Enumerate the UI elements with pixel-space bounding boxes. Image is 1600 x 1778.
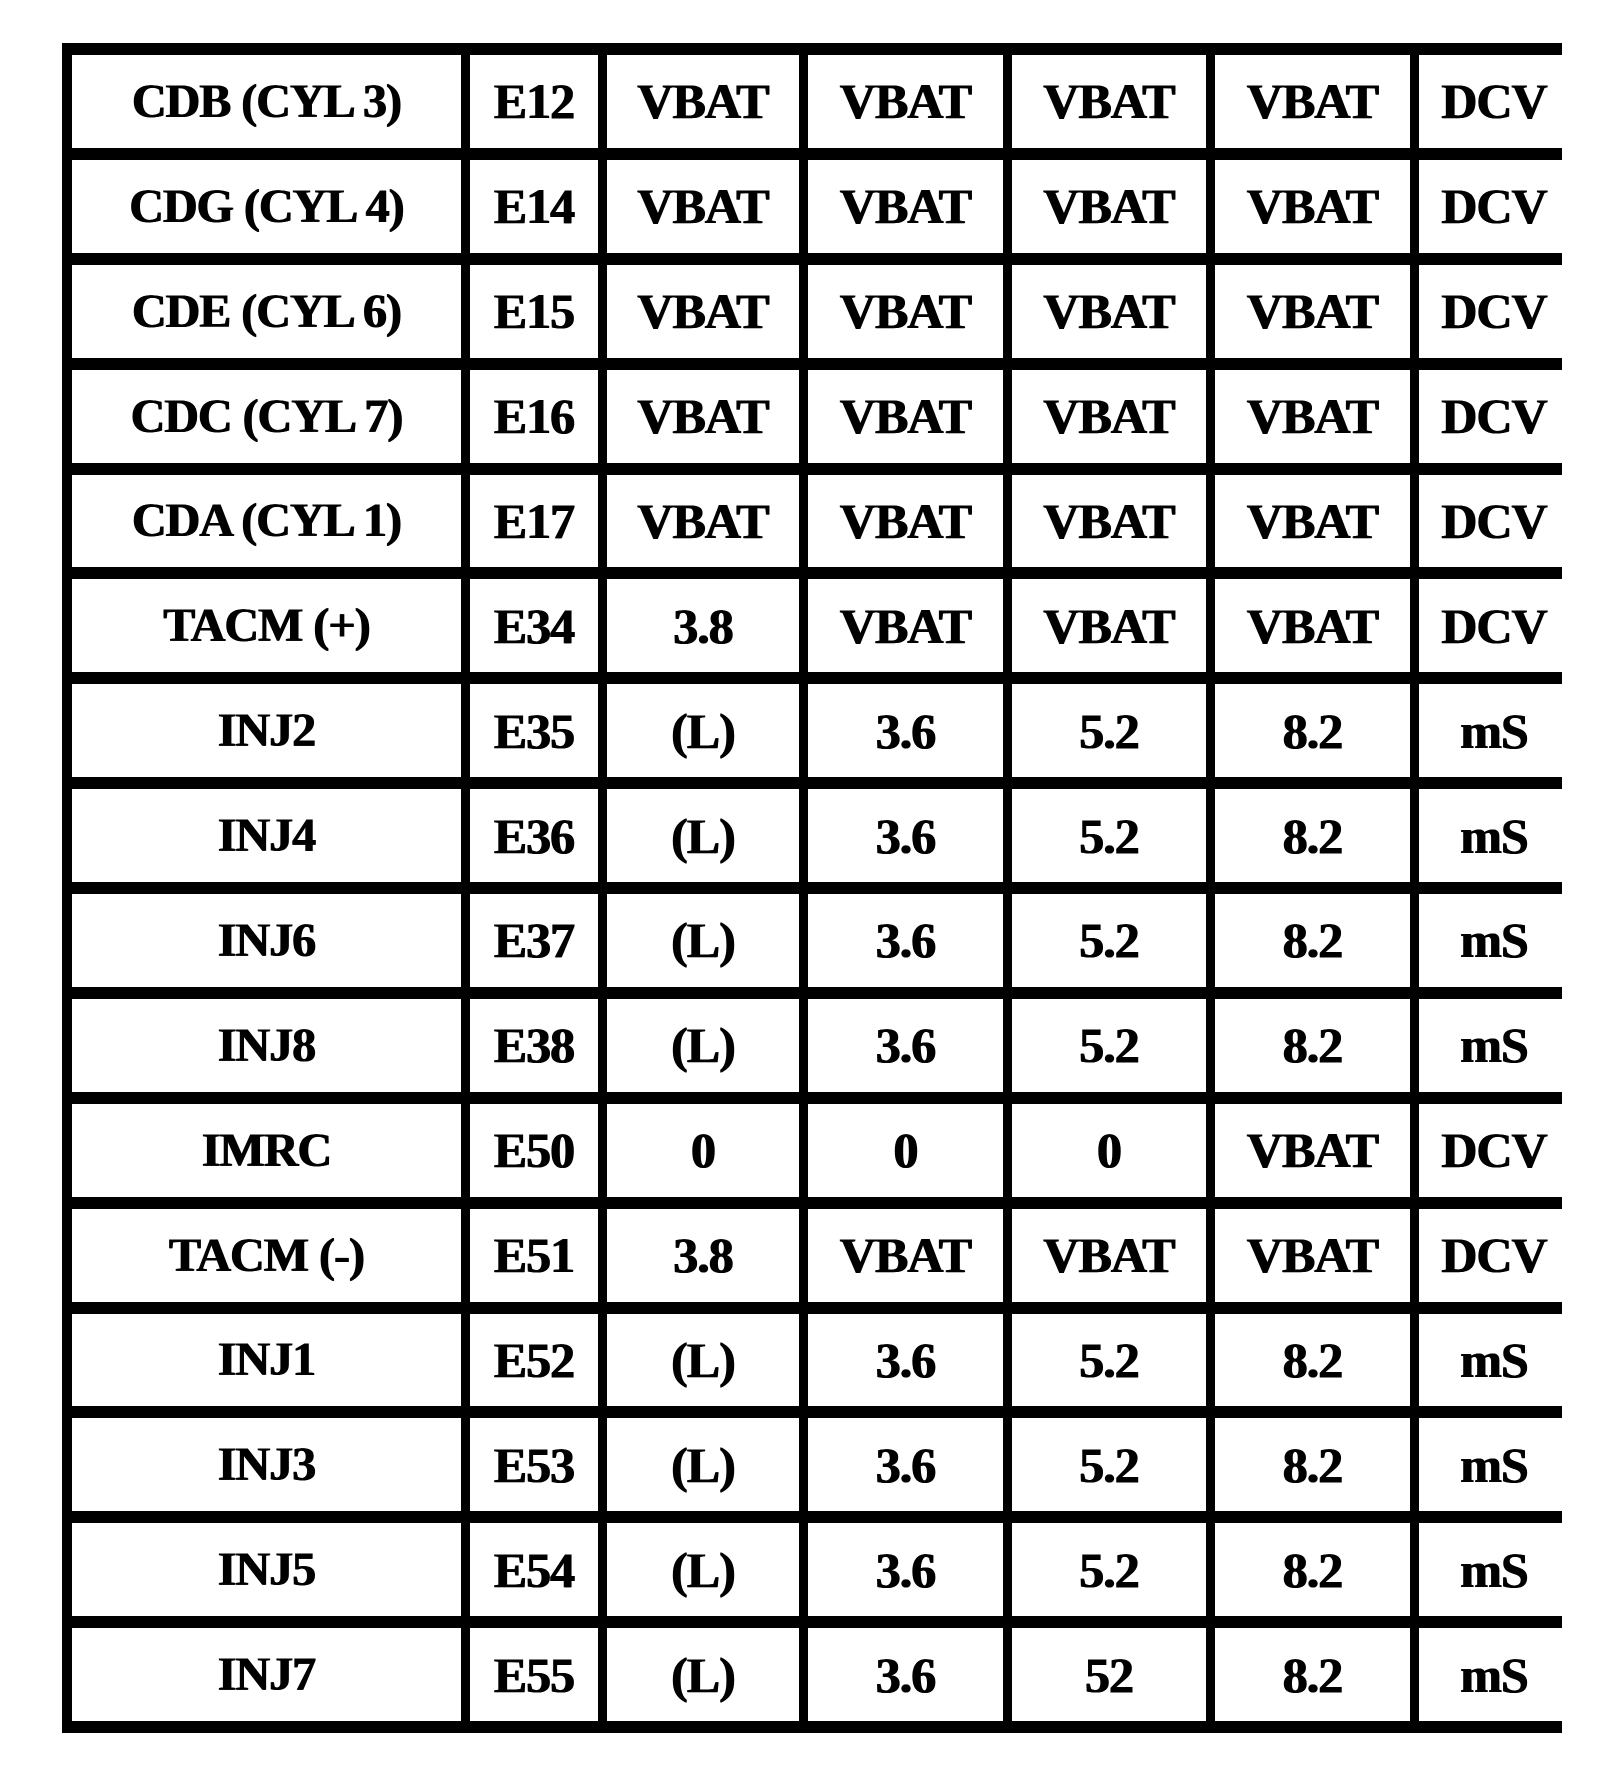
table-cell: 3.6: [808, 1314, 1003, 1407]
table-cell: mS: [1419, 894, 1569, 987]
data-table: [62, 43, 1562, 1733]
table-cell: VBAT: [808, 160, 1003, 253]
table-cell: mS: [1419, 1314, 1569, 1407]
table-cell: mS: [1419, 1418, 1569, 1511]
table-cell: VBAT: [808, 1209, 1003, 1302]
table-cell: E17: [470, 475, 598, 568]
table-cell: VBAT: [1215, 579, 1410, 672]
table-cell: 8.2: [1215, 999, 1410, 1092]
table-cell: E35: [470, 684, 598, 777]
table-cell: (L): [607, 1523, 799, 1616]
row-label-cell: INJ2: [72, 684, 461, 777]
table-cell: VBAT: [1012, 160, 1206, 253]
table-cell: (L): [607, 1314, 799, 1407]
table-cell: 5.2: [1012, 684, 1206, 777]
table-cell: mS: [1419, 789, 1569, 882]
table-cell: 8.2: [1215, 1628, 1410, 1721]
table-cell: VBAT: [808, 475, 1003, 568]
table-cell: VBAT: [1012, 1209, 1206, 1302]
row-label-cell: IMRC: [72, 1104, 461, 1197]
table-cell: 3.6: [808, 999, 1003, 1092]
table-cell: VBAT: [1215, 55, 1410, 148]
table-cell: VBAT: [607, 160, 799, 253]
table-cell: VBAT: [808, 265, 1003, 358]
table-cell: VBAT: [1215, 1209, 1410, 1302]
table-cell: E14: [470, 160, 598, 253]
table-cell: 0: [808, 1104, 1003, 1197]
table-cell: (L): [607, 1418, 799, 1511]
table-cell: 8.2: [1215, 789, 1410, 882]
row-label-cell: INJ6: [72, 894, 461, 987]
table-cell: mS: [1419, 1628, 1569, 1721]
table-cell: E38: [470, 999, 598, 1092]
table-cell: VBAT: [808, 579, 1003, 672]
table-cell: DCV: [1419, 1209, 1569, 1302]
table-cell: E12: [470, 55, 598, 148]
row-label-cell: INJ3: [72, 1418, 461, 1511]
table-cell: 8.2: [1215, 1418, 1410, 1511]
table-cell: E34: [470, 579, 598, 672]
row-label-cell: INJ8: [72, 999, 461, 1092]
table-cell: VBAT: [1012, 475, 1206, 568]
table-cell: VBAT: [607, 55, 799, 148]
table-cell: E53: [470, 1418, 598, 1511]
table-cell: (L): [607, 894, 799, 987]
table-cell: DCV: [1419, 370, 1569, 463]
row-label-cell: INJ4: [72, 789, 461, 882]
table-cell: 3.6: [808, 684, 1003, 777]
table-cell: E54: [470, 1523, 598, 1616]
table-cell: 8.2: [1215, 684, 1410, 777]
table-cell: VBAT: [1215, 160, 1410, 253]
row-label-cell: CDC (CYL 7): [72, 370, 461, 463]
table-cell: 5.2: [1012, 1314, 1206, 1407]
table-cell: VBAT: [1012, 55, 1206, 148]
table-cell: 8.2: [1215, 1523, 1410, 1616]
row-label-cell: INJ1: [72, 1314, 461, 1407]
table-cell: VBAT: [607, 370, 799, 463]
row-label-cell: INJ5: [72, 1523, 461, 1616]
table-cell: VBAT: [808, 55, 1003, 148]
table-cell: 5.2: [1012, 894, 1206, 987]
table-cell: E52: [470, 1314, 598, 1407]
table-cell: (L): [607, 684, 799, 777]
table-cell: 3.6: [808, 1418, 1003, 1511]
table-cell: E37: [470, 894, 598, 987]
table-cell: (L): [607, 1628, 799, 1721]
row-label-cell: INJ7: [72, 1628, 461, 1721]
table-cell: VBAT: [808, 370, 1003, 463]
table-cell: 8.2: [1215, 1314, 1410, 1407]
table-cell: mS: [1419, 684, 1569, 777]
table-cell: DCV: [1419, 160, 1569, 253]
table-cell: VBAT: [1215, 265, 1410, 358]
table-cell: 52: [1012, 1628, 1206, 1721]
table-cell: VBAT: [607, 265, 799, 358]
table-cell: 8.2: [1215, 894, 1410, 987]
table-cell: 3.6: [808, 1523, 1003, 1616]
table-cell: 0: [1012, 1104, 1206, 1197]
table-cell: 5.2: [1012, 1418, 1206, 1511]
table-cell: (L): [607, 789, 799, 882]
table-cell: 3.6: [808, 789, 1003, 882]
table-cell: E15: [470, 265, 598, 358]
table-cell: DCV: [1419, 579, 1569, 672]
table-cell: E36: [470, 789, 598, 882]
table-cell: VBAT: [1012, 370, 1206, 463]
table-cell: VBAT: [1012, 265, 1206, 358]
table-cell: E16: [470, 370, 598, 463]
table-cell: 3.6: [808, 1628, 1003, 1721]
table-cell: 5.2: [1012, 999, 1206, 1092]
table-cell: E51: [470, 1209, 598, 1302]
row-label-cell: TACM (-): [72, 1209, 461, 1302]
table-cell: DCV: [1419, 1104, 1569, 1197]
table-cell: 5.2: [1012, 789, 1206, 882]
table-cell: VBAT: [1215, 1104, 1410, 1197]
table-cell: 3.6: [808, 894, 1003, 987]
table-cell: mS: [1419, 1523, 1569, 1616]
table-cell: (L): [607, 999, 799, 1092]
table-cell: VBAT: [607, 475, 799, 568]
table-cell: DCV: [1419, 55, 1569, 148]
table-cell: E50: [470, 1104, 598, 1197]
row-label-cell: CDA (CYL 1): [72, 475, 461, 568]
table-cell: DCV: [1419, 265, 1569, 358]
table-cell: VBAT: [1215, 370, 1410, 463]
table-cell: DCV: [1419, 475, 1569, 568]
row-label-cell: CDG (CYL 4): [72, 160, 461, 253]
table-cell: 3.8: [607, 579, 799, 672]
table-cell: 3.8: [607, 1209, 799, 1302]
table-cell: mS: [1419, 999, 1569, 1092]
table-cell: 0: [607, 1104, 799, 1197]
row-label-cell: CDB (CYL 3): [72, 55, 461, 148]
table-cell: E55: [470, 1628, 598, 1721]
row-label-cell: CDE (CYL 6): [72, 265, 461, 358]
row-label-cell: TACM (+): [72, 579, 461, 672]
table-cell: VBAT: [1012, 579, 1206, 672]
table-cell: 5.2: [1012, 1523, 1206, 1616]
table-cell: VBAT: [1215, 475, 1410, 568]
